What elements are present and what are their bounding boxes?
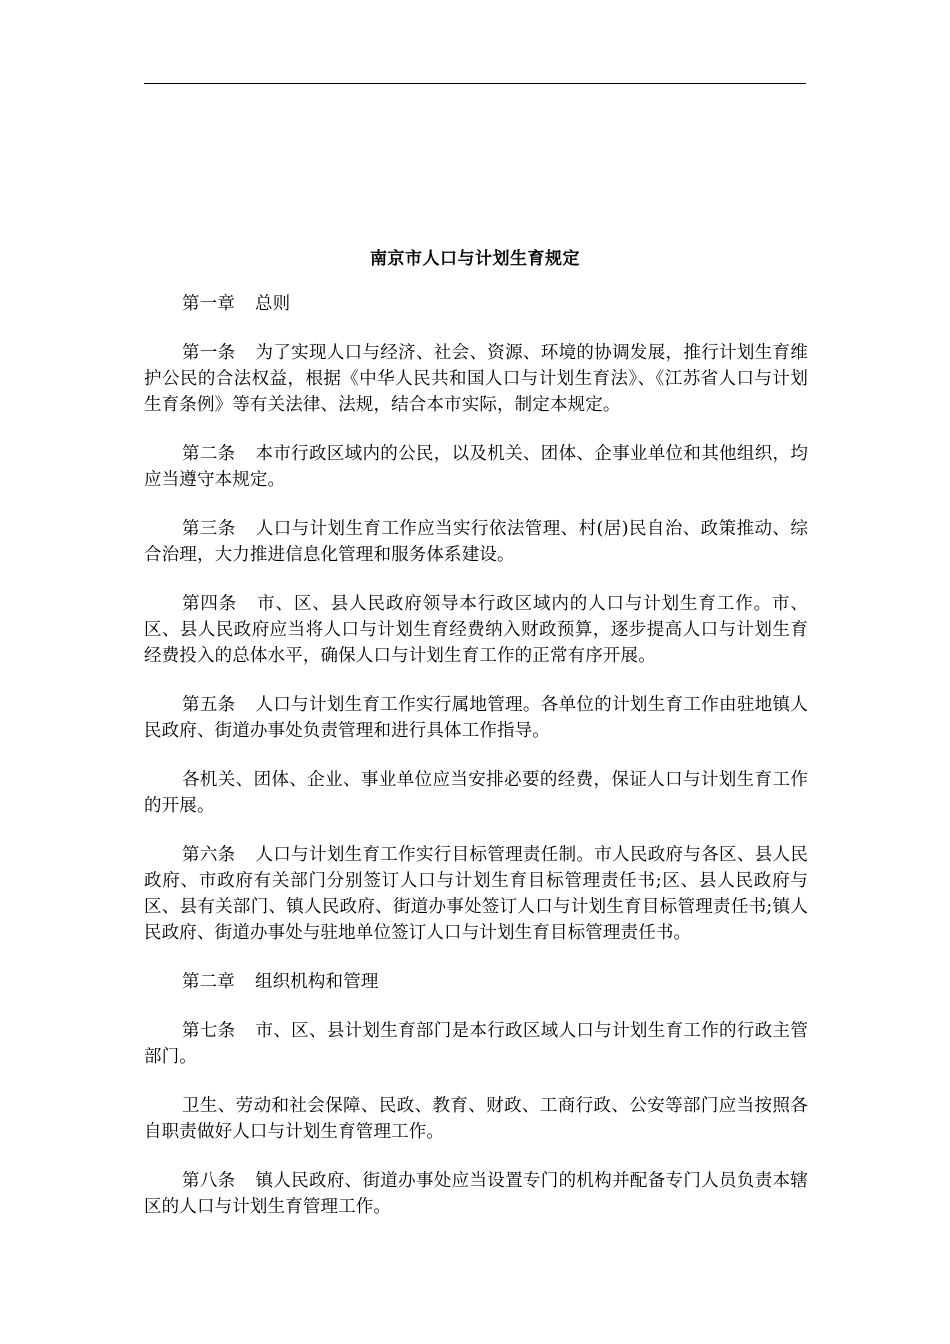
article-paragraph bbox=[144, 692, 808, 744]
article-label: 第三条 bbox=[182, 519, 236, 539]
article-label: 第六条 bbox=[182, 845, 236, 865]
chapter-title: 组织机构和管理 bbox=[254, 972, 379, 992]
article-text: 人口与计划生育工作应当实行依法管理、村(居)民自治、政策推动、综合治理，大力推进信息化管理和服务体系建设。 bbox=[144, 519, 808, 565]
article-label: 第四条 bbox=[182, 594, 238, 614]
article-paragraph bbox=[144, 1018, 808, 1070]
article-paragraph bbox=[144, 842, 808, 946]
article-text: 镇人民政府、街道办事处应当设置专门的机构并配备专门人员负责本辖区的人口与计划生育管理工作。 bbox=[144, 1171, 809, 1217]
chapter-label: 第一章 bbox=[182, 294, 235, 314]
continuation-paragraph bbox=[144, 767, 808, 819]
document-title: 南京市人口与计划生育规定 bbox=[370, 249, 580, 269]
article-paragraph bbox=[144, 1168, 808, 1220]
document-body bbox=[144, 291, 808, 1243]
chapter-label: 第二章 bbox=[182, 972, 235, 992]
article-label: 第五条 bbox=[182, 695, 236, 715]
article-text: 人口与计划生育工作实行属地管理。各单位的计划生育工作由驻地镇人民政府、街道办事处负责管理和进行具体工作指导。 bbox=[144, 695, 809, 741]
article-text: 为了实现人口与经济、社会、资源、环境的协调发展，推行计划生育维护公民的合法权益，根据《中华人民共和国人口与计划生育法》、《江苏省人口与计划生育条例》等有关法律、法规，结合本市实际，制定本规定。 bbox=[144, 343, 809, 415]
chapter-title: 总则 bbox=[254, 294, 291, 314]
paragraph-text: 各机关、团体、企业、事业单位应当安排必要的经费，保证人口与计划生育工作的开展。 bbox=[144, 770, 808, 816]
paragraph-text: 卫生、劳动和社会保障、民政、教育、财政、工商行政、公安等部门应当按照各自职责做好人口与计划生育管理工作。 bbox=[144, 1096, 808, 1142]
article-label: 第七条 bbox=[182, 1021, 236, 1041]
chapter-heading bbox=[144, 291, 808, 317]
header-rule bbox=[144, 83, 806, 84]
continuation-paragraph bbox=[144, 1093, 808, 1145]
article-paragraph bbox=[144, 516, 808, 568]
article-paragraph bbox=[144, 591, 808, 669]
chapter-heading bbox=[144, 969, 808, 995]
article-paragraph bbox=[144, 340, 808, 418]
article-label: 第一条 bbox=[182, 343, 236, 363]
article-text: 市、区、县人民政府领导本行政区域内的人口与计划生育工作。市、区、县人民政府应当将人口与计划生育经费纳入财政预算，逐步提高人口与计划生育经费投入的总体水平，确保人口与计划生育工作的正常有序开展。 bbox=[144, 594, 809, 666]
article-text: 人口与计划生育工作实行目标管理责任制。市人民政府与各区、县人民政府、市政府有关部门分别签订人口与计划生育目标管理责任书;区、县人民政府与区、县有关部门、镇人民政府、街道办事处签订人口与计划生育目标管理责任书;镇人民政府、街道办事处与驻地单位签订人口与计划生育目标管理责任书。 bbox=[144, 845, 809, 943]
article-label: 第八条 bbox=[182, 1171, 236, 1191]
article-text: 市、区、县计划生育部门是本行政区域人口与计划生育工作的行政主管部门。 bbox=[144, 1021, 809, 1067]
article-label: 第二条 bbox=[182, 444, 236, 464]
article-paragraph bbox=[144, 441, 808, 493]
article-text: 本市行政区域内的公民，以及机关、团体、企事业单位和其他组织，均应当遵守本规定。 bbox=[144, 444, 809, 490]
